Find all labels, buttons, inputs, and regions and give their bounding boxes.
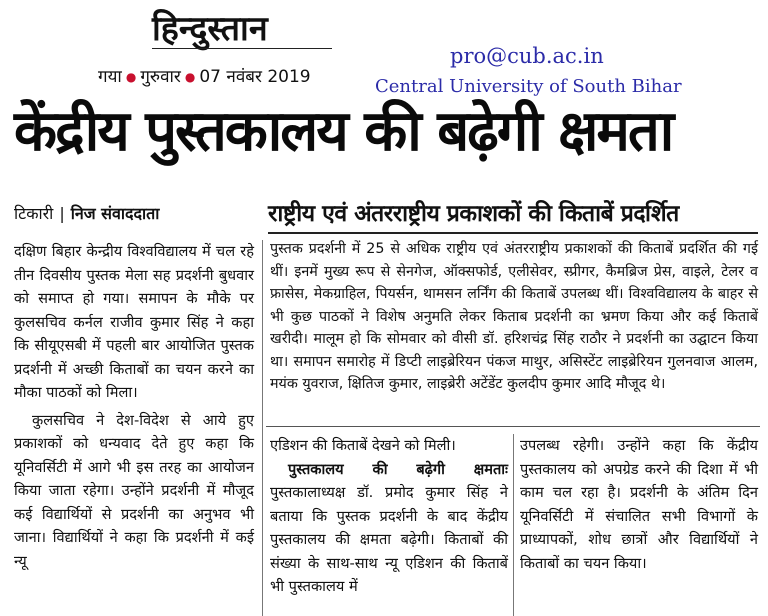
dateline [98, 64, 311, 87]
dateline-city: गया [98, 67, 122, 87]
box-divider [266, 426, 760, 427]
col2-paragraph-2 [270, 458, 508, 599]
byline [14, 202, 159, 224]
byline-separator: | [59, 204, 65, 223]
pro-organization: Central University of South Bihar [375, 76, 682, 97]
byline-reporter: निज संवाददाता [70, 204, 160, 223]
byline-location: टिकारी [14, 204, 54, 223]
article-headline: केंद्रीय पुस्तकालय की बढ़ेगी क्षमता [14, 99, 673, 164]
column-divider [513, 434, 514, 616]
column-divider [262, 240, 263, 616]
article-subhead: राष्ट्रीय एवं अंतरराष्ट्रीय प्रकाशकों की किताबें प्रदर्शित [268, 196, 758, 234]
top-block-paragraph: पुस्तक प्रदर्शनी में 25 से अधिक राष्ट्रीय एवं अंतरराष्ट्रीय प्रकाशकों की किताबें प्रदर्शित की गई थीं। इनमें मुख्य रूप से सेनगेज, ऑक्सफोर्ड, एलीसेवर, स्प्रीगर, कैमब्रिज प्रेस, वाइले, टेलर व फ्रासेस, मेकग्राहिल, पियर्सन, थामसन लर्निंग की किताबें उपलब्ध थीं। विश्वविद्यालय के बाहर से भी कुछ पाठकों ने विशेष अनुमति लेकर किताब प्रदर्शनी का भ्रमण किया और कई किताबें खरीदी। मालूम हो कि सोमवार को वीसी डॉ. हरिशचंद्र सिंह राठौर ने प्रदर्शनी का उद्घाटन किया था। समापन समारोह में डिप्टी लाइब्रेरियन पंकज माथुर, असिस्टेंट लाइब्रेरियन गुलनवाज आलम, मयंक युवराज, क्षितिज कुमार, लाइब्रेरी अटेंडेंट कुलदीप कुमार आदि मौजूद थे। [270, 241, 758, 392]
article-column-3 [520, 434, 758, 575]
dateline-date: 07 नवंबर 2019 [199, 67, 311, 87]
newspaper-masthead: हिन्दुस्तान [152, 9, 268, 49]
bullet-icon: ● [184, 70, 196, 84]
col1-paragraph-2: कुलसचिव ने देश-विदेश से आये हुए प्रकाशकों को धन्यवाद देते हुए कहा कि यूनिवर्सिटी में आगे भी इस तरह का आयोजन किया जाता रहेगा। उन्होंने प्रदर्शनी में मौजूद कई विद्यार्थियों से प्रदर्शनी का अनुभव भी जाना। विद्यार्थियों ने कहा कि प्रदर्शनी में कई न्यू [14, 411, 254, 570]
col3-paragraph-1: उपलब्ध रहेगी। उन्होंने कहा कि केंद्रीय पुस्तकालय को अपग्रेड करने की दिशा में भी काम चल रहा है। प्रदर्शनी के अंतिम दिन यूनिवर्सिटी में संचालित सभी विभागों के प्राध्यापकों, शोध छात्रों और विद्यार्थियों ने किताबों का चयन किया। [520, 437, 758, 572]
article-column-1 [14, 240, 254, 573]
article-column-2 [270, 434, 508, 599]
masthead-rule [152, 48, 332, 49]
dateline-day: गुरुवार [140, 67, 181, 87]
col2-paragraph-1: एडिशन की किताबें देखने को मिली। [270, 437, 456, 454]
article-top-block [270, 238, 758, 396]
col2-paragraph-2-text: पुस्तकालाध्यक्ष डॉ. प्रमोद कुमार सिंह ने बताया कि पुस्तक प्रदर्शनी के बाद केंद्रीय पुस्तकालय की क्षमता बढ़ेगी। किताबों की संख्या के साथ-साथ न्यू एडिशन की किताबें भी पुस्तकालय में [270, 484, 508, 595]
pro-email: pro@cub.ac.in [450, 44, 604, 68]
col2-inline-subhead: पुस्तकालय की बढ़ेगी क्षमताः [288, 460, 508, 478]
col1-paragraph-1: दक्षिण बिहार केन्द्रीय विश्वविद्यालय में चल रहे तीन दिवसीय पुस्तक मेला सह प्रदर्शनी बुधवार को समाप्त हो गया। समापन के मौके पर कुलसचिव कर्नल राजीव कुमार सिंह ने कहा कि सीयूएसबी में पहली बार आयोजित पुस्तक प्रदर्शनी में अच्छी किताबों का चयन करने का मौका पाठकों को मिला। [14, 243, 254, 401]
bullet-icon: ● [125, 70, 137, 84]
